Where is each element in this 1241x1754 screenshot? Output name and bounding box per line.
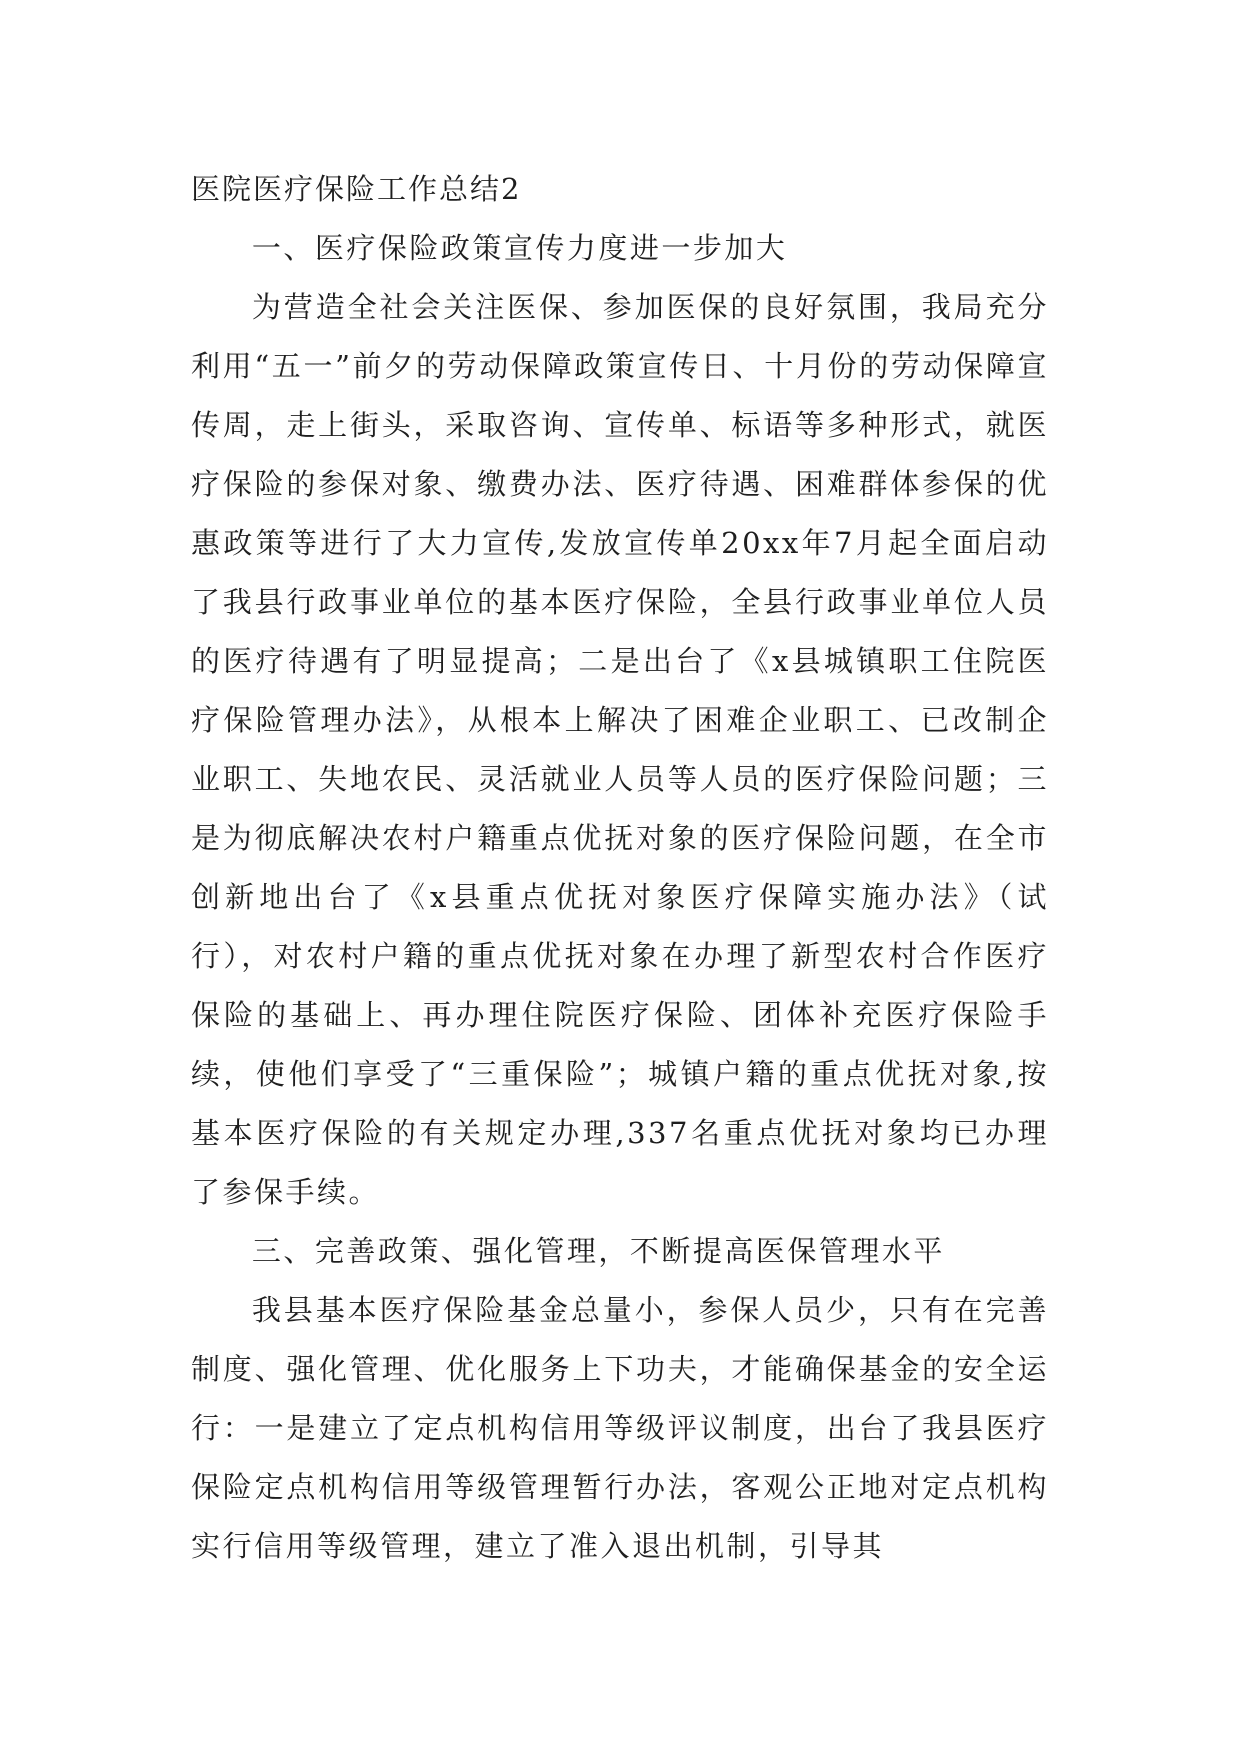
document-body: [191, 160, 1049, 1576]
section-paragraph-1: 为营造全社会关注医保、参加医保的良好氛围，我局充分利用“五一”前夕的劳动保障政策宣传日、十月份的劳动保障宣传周，走上街头，采取咨询、宣传单、标语等多种形式，就医疗保险的参保对象、缴费办法、医疗待遇、困难群体参保的优惠政策等进行了大力宣传,发放宣传单20xx年7月起全面启动了我县行政事业单位的基本医疗保险，全县行政事业单位人员的医疗待遇有了明显提高；二是出台了《x县城镇职工住院医疗保险管理办法》，从根本上解决了困难企业职工、已改制企业职工、失地农民、灵活就业人员等人员的医疗保险问题；三是为彻底解决农村户籍重点优抚对象的医疗保险问题，在全市创新地出台了《x县重点优抚对象医疗保障实施办法》（试行），对农村户籍的重点优抚对象在办理了新型农村合作医疗保险的基础上、再办理住院医疗保险、团体补充医疗保险手续，使他们享受了“三重保险”；城镇户籍的重点优抚对象,按基本医疗保险的有关规定办理,337名重点优抚对象均已办理了参保手续。: [191, 290, 1049, 1209]
section-heading-3: 三、完善政策、强化管理，不断提高医保管理水平: [251, 1234, 945, 1268]
section-paragraph-3: 我县基本医疗保险基金总量小，参保人员少，只有在完善制度、强化管理、优化服务上下功夫，才能确保基金的安全运行：一是建立了定点机构信用等级评议制度，出台了我县医疗保险定点机构信用等级管理暂行办法，客观公正地对定点机构实行信用等级管理，建立了准入退出机制，引导其: [191, 1293, 1049, 1563]
section-heading-1: 一、医疗保险政策宣传力度进一步加大: [251, 231, 788, 265]
document-title: 医院医疗保险工作总结2: [191, 172, 522, 206]
